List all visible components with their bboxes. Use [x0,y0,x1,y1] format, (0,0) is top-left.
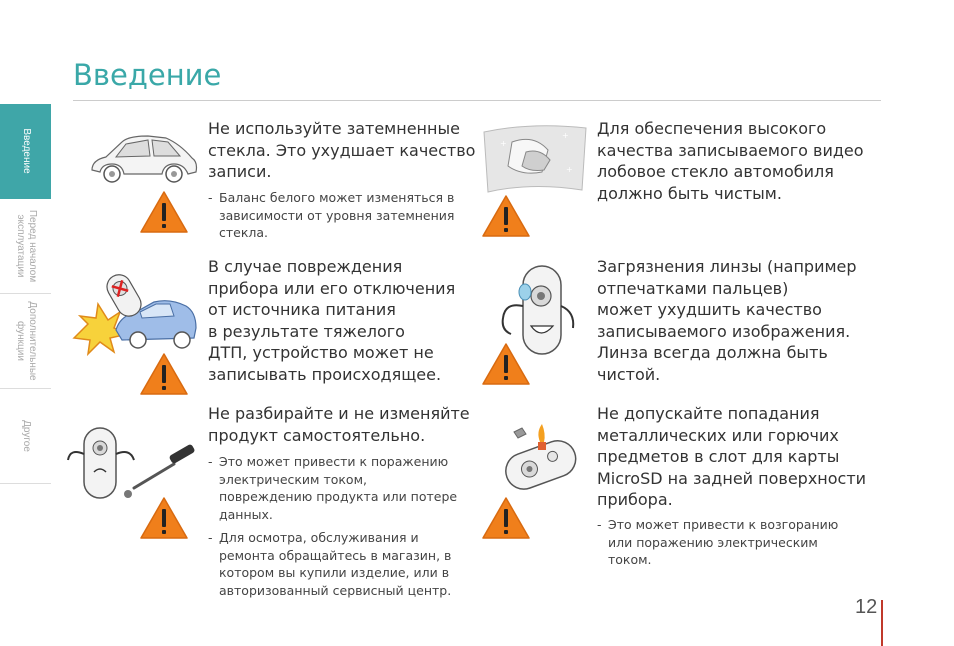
svg-text:+: + [500,139,507,148]
title-divider [73,100,881,101]
tab-other[interactable] [0,389,51,484]
tab-label: Введение [20,128,32,174]
sidebar-nav [0,104,51,484]
warning-triangle-icon [481,496,531,540]
warning-triangle-icon [139,190,189,234]
note-item: - Это может привести к поражению электрическим током, повреждению продукта или потере данных. [208,453,457,523]
tab-additional-functions[interactable] [0,294,51,389]
tab-label: Дополнительные функции [14,301,38,381]
tab-label: Другое [20,420,32,452]
microsd-notes [597,516,838,569]
tab-label: Перед началом эксплуатации [14,209,38,283]
accident-text: В случае повреждения прибора или его отключения от источника питания в результате тяжелого ДТП, устройство может не записывать происходящее. [208,257,456,384]
tint-warning-text: Не используйте затемненные стекла. Это ухудшает качество записи. [208,119,476,181]
page-title: Введение [73,58,222,92]
page-number: 12 [855,596,878,618]
svg-text:+: + [562,131,569,140]
warning-triangle-icon [139,352,189,396]
note-item: - Баланс белого может изменяться в зависимости от уровня затемнения стекла. [208,189,454,242]
warning-triangle-icon [139,496,189,540]
windshield-cleaning-illustration [482,122,588,194]
svg-text:+: + [566,165,573,174]
disassemble-text: Не разбирайте и не изменяйте продукт самостоятельно. [208,404,470,445]
accident-illustration [70,268,200,356]
warning-triangle-icon [481,194,531,238]
windshield-text: Для обеспечения высокого качества записываемого видео лобовое стекло автомобиля должно быть чистым. [597,119,864,203]
tab-introduction[interactable] [0,104,51,199]
disassemble-illustration [64,424,204,506]
note-item: - Это может привести к возгоранию или поражению электрическим током. [597,516,838,569]
microsd-slot-illustration [500,420,586,500]
disassemble-notes [208,453,457,599]
lens-text: Загрязнения линзы (например отпечатками пальцев) может ухудшить качество записываемого изображения. Линза всегда должна быть чистой. [597,257,857,384]
page-number-rule [881,600,883,646]
warning-triangle-icon [481,342,531,386]
car-illustration [88,130,200,188]
microsd-text: Не допускайте попадания металлических или горючих предметов в слот для карты MicroSD на задней поверхности прибора. [597,404,867,509]
tab-before-use[interactable] [0,199,51,294]
note-item: - Для осмотра, обслуживания и ремонта обращайтесь в магазин, в котором вы купили изделие, или в авторизованный сервисный центр. [208,529,457,599]
tint-notes [208,189,454,242]
